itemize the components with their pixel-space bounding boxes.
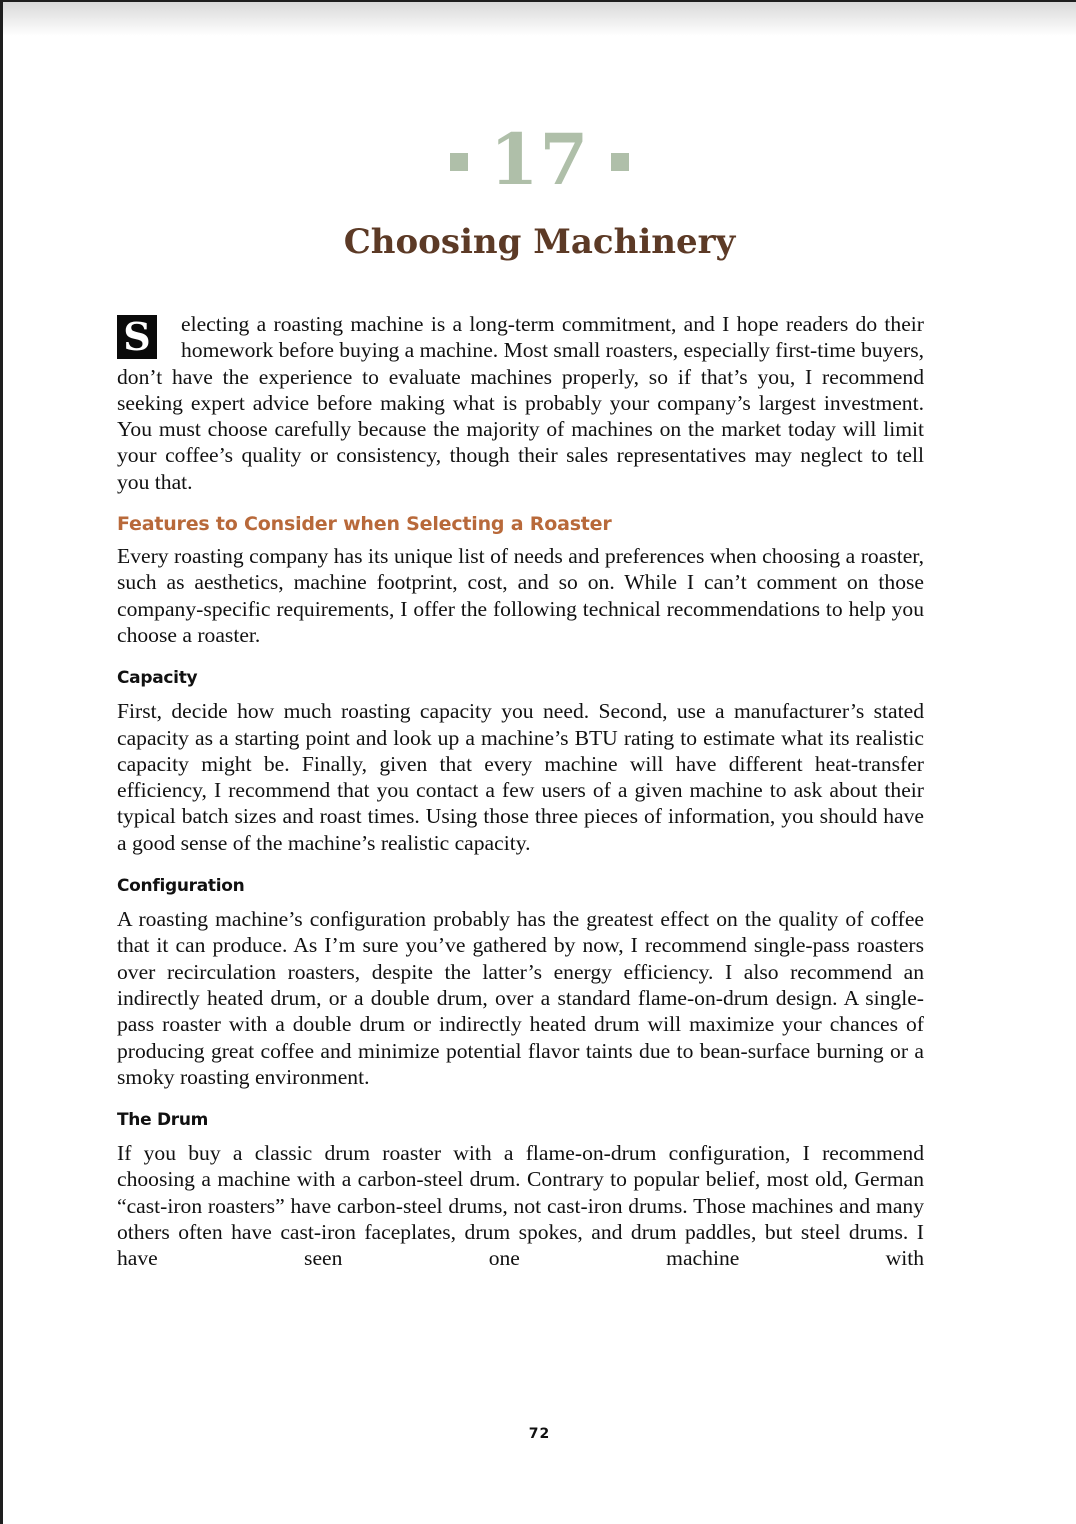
section-paragraph: Every roasting company has its unique list of needs and preferences when choosing a roaster, such as aesthetics, machine footprint, cost, and so on. While I can’t comment on those company-specific requirements, I offer the following technical recommendations to help you choose a roaster. [117, 544, 924, 647]
page-top-shadow [3, 2, 1076, 36]
body-content [117, 311, 924, 1272]
subsection-heading-configuration: Configuration [117, 876, 245, 897]
page-number: 72 [528, 1426, 551, 1442]
document-page [3, 2, 1076, 1524]
chapter-number-text: 17 [489, 118, 590, 201]
bullet-square-icon [611, 153, 629, 171]
subsection-paragraph-drum: If you buy a classic drum roaster with a flame-on-drum configuration, I recommend choosing a machine with a carbon-steel drum. Contrary to popular belief, most old, German “cast-iron roasters” have carbon-steel drums, not cast-iron drums. Those machines and many others often have cast-iron faceplates, drum spokes, and drum paddles, but steel drums. I have seen one machine with [117, 1141, 924, 1271]
intro-text: electing a roasting machine is a long-term commitment, and I hope readers do their homework before buying a machine. Most small roasters, especially first-time buyers, don’t have the experience to evaluate machines properly, so if that’s you, I recommend seeking expert advice before making what is probably your company’s largest investment. You must choose carefully because the majority of machines on the market today will limit your coffee’s quality or consistency, though their sales representatives may neglect to tell you that. [117, 312, 924, 494]
bullet-square-icon [450, 153, 468, 171]
chapter-number [3, 120, 1076, 200]
drop-cap: S [117, 315, 157, 359]
section-heading: Features to Consider when Selecting a Roaster [117, 513, 612, 536]
intro-paragraph [117, 311, 924, 495]
subsection-paragraph-configuration: A roasting machine’s configuration probably has the greatest effect on the quality of coffee that it can produce. As I’m sure you’ve gathered by now, I recommend single-pass roasters over recirculation roasters, despite the latter’s energy efficiency. I also recommend an indirectly heated drum, or a double drum, over a standard flame-on-drum design. A single-pass roaster with a double drum or indirectly heated drum will maximize your chances of producing great coffee and minimize potential flavor taints due to bean-surface burning or a smoky roasting environment. [117, 907, 924, 1089]
subsection-paragraph-capacity: First, decide how much roasting capacity you need. Second, use a manufacturer’s stated capacity as a starting point and look up a machine’s BTU rating to estimate what its realistic capacity might be. Finally, given that every machine will have different heat-transfer efficiency, I recommend that you contact a few users of a given machine to ask about their typical batch sizes and roast times. Using those three pieces of information, you should have a good sense of the machine’s realistic capacity. [117, 699, 924, 855]
chapter-title: Choosing Machinery [343, 222, 736, 262]
subsection-heading-capacity: Capacity [117, 668, 198, 689]
subsection-heading-drum: The Drum [117, 1110, 209, 1131]
